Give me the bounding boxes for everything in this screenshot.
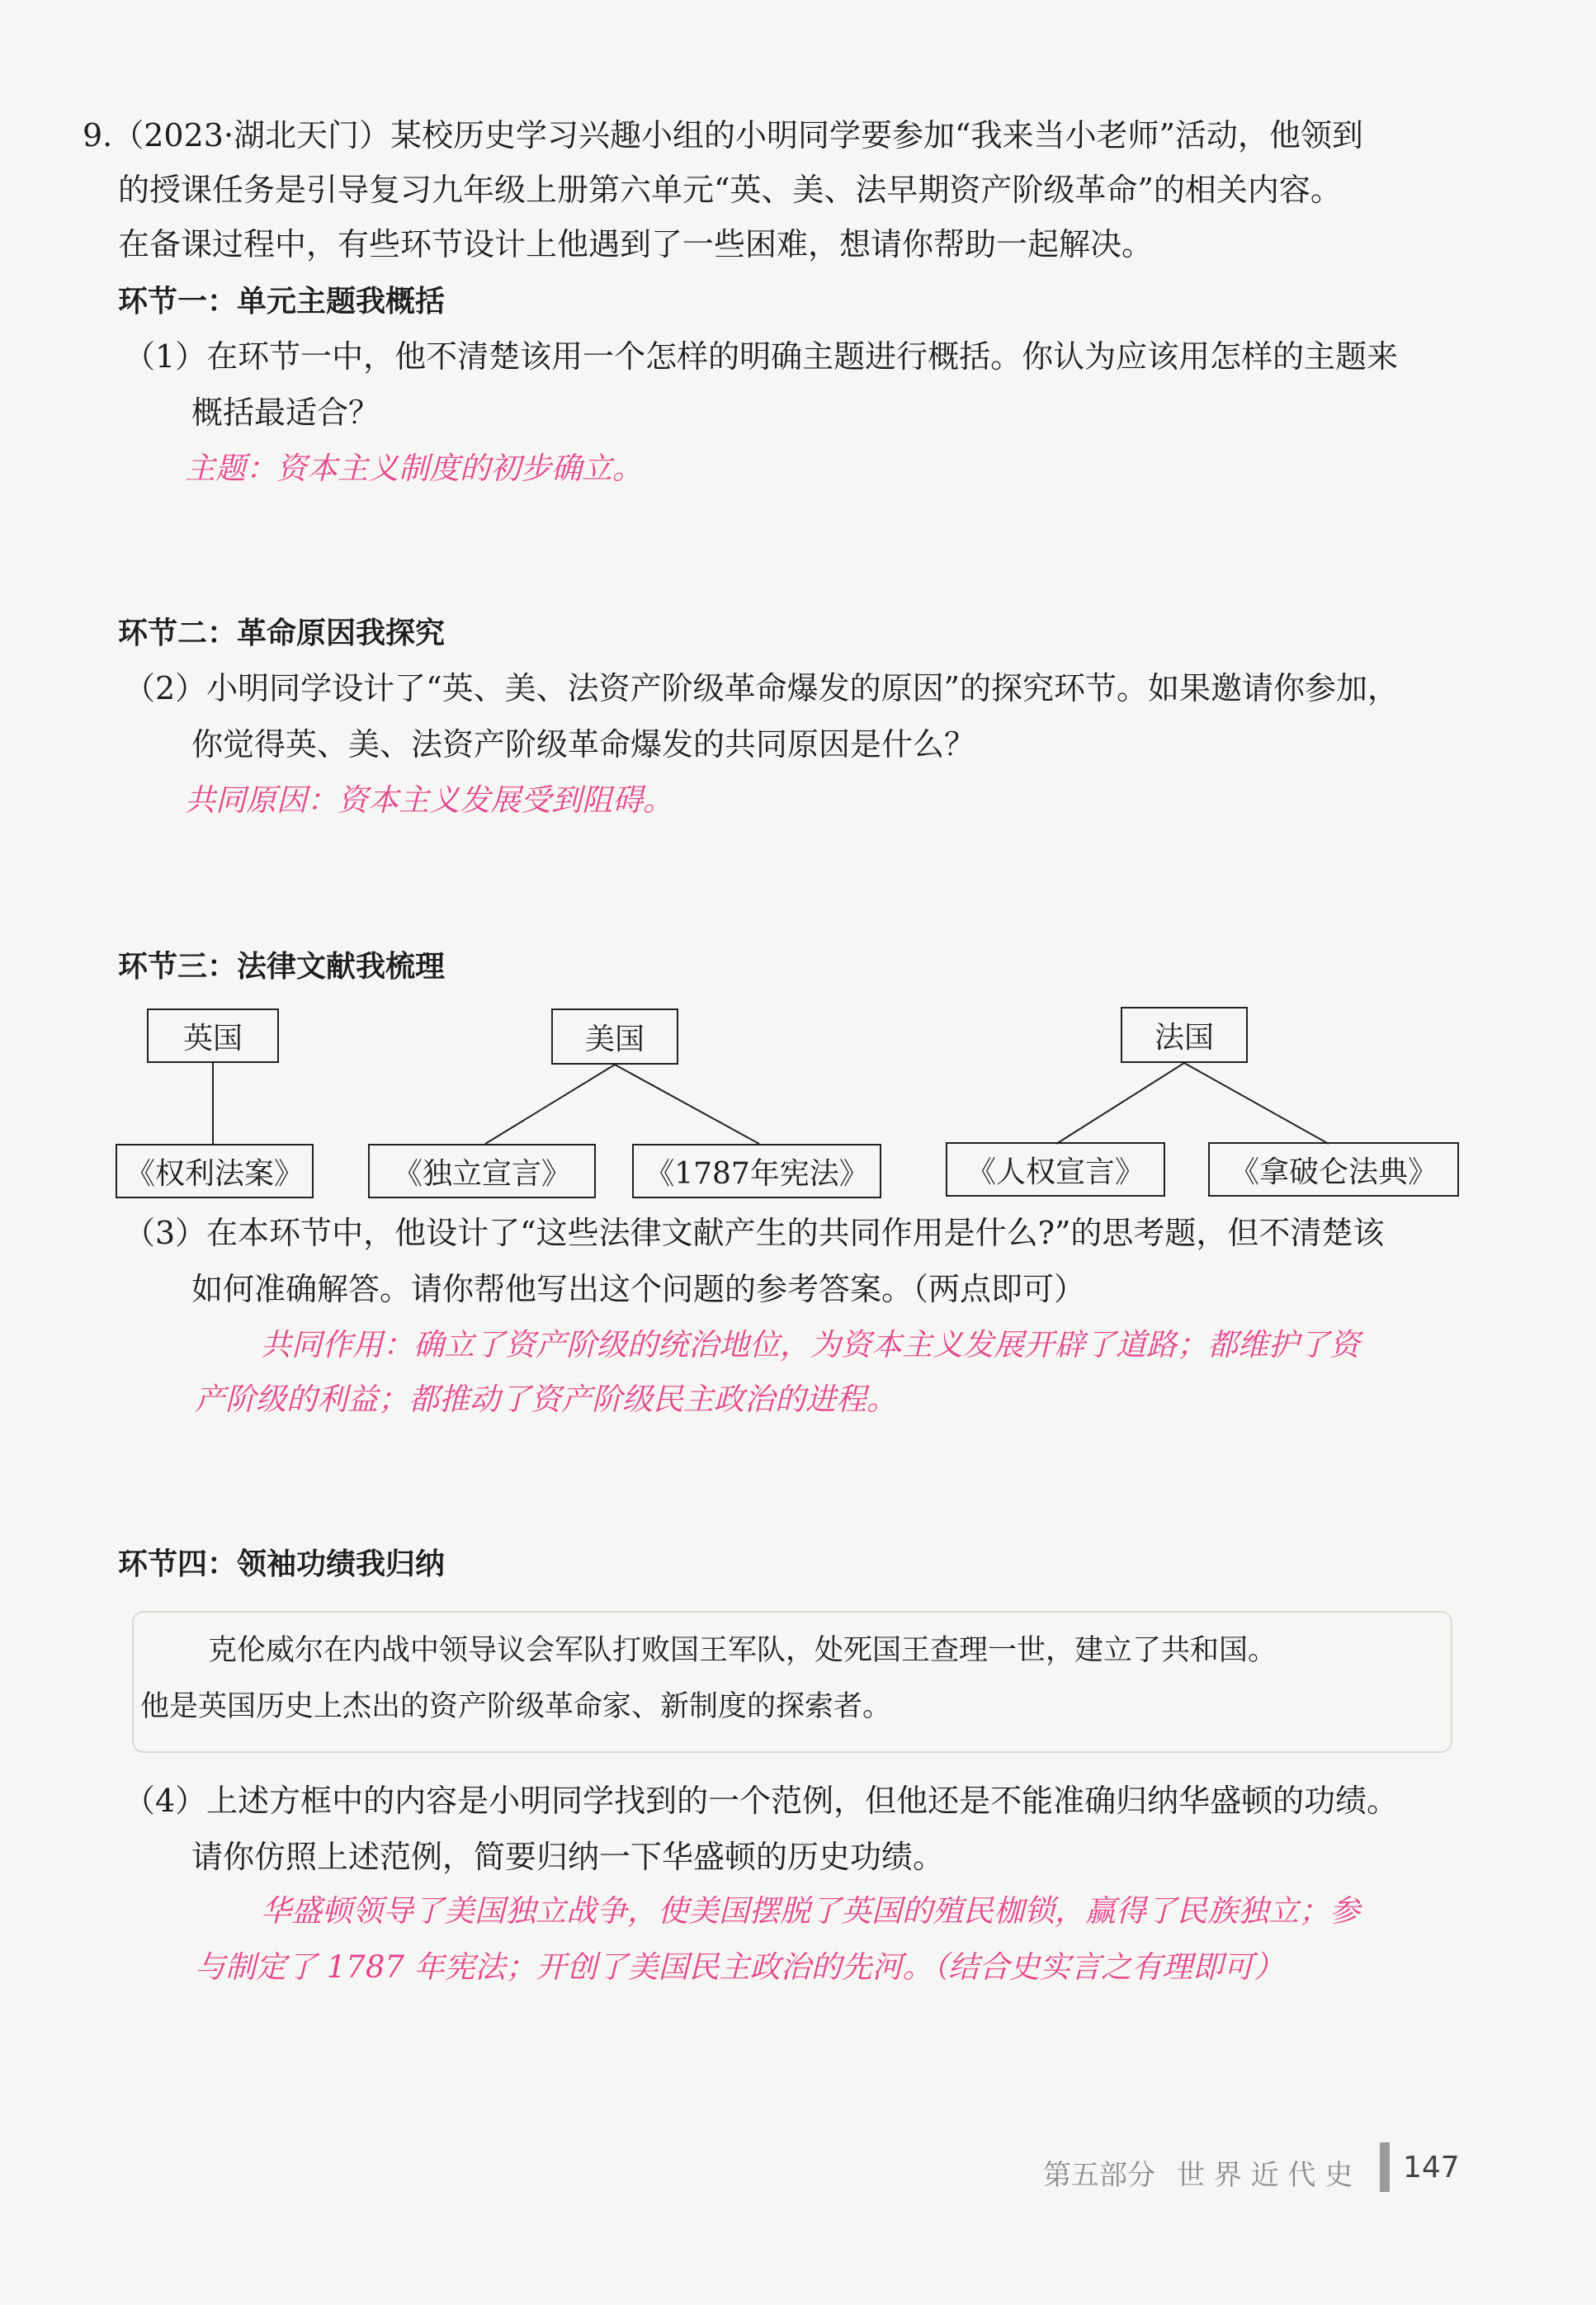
connector-france-left [1056, 1063, 1184, 1144]
country-box-england: 英国 [147, 1008, 279, 1063]
doc-box-bill-of-rights: 《权利法案》 [116, 1144, 314, 1198]
doc-box-constitution-1787: 《1787年宪法》 [632, 1144, 881, 1198]
section1-question-line-1: （1）在环节一中，他不清楚该用一个怎样的明确主题进行概括。你认为应该用怎样的主题来 [124, 338, 1399, 375]
country-box-usa: 美国 [551, 1008, 678, 1065]
connector-usa-right [615, 1065, 759, 1144]
section4-answer-line-1: 华盛顿领导了美国独立战争，使美国摆脱了英国的殖民枷锁，赢得了民族独立；参 [261, 1893, 1360, 1929]
section4-heading: 环节四：领袖功绩我归纳 [118, 1547, 446, 1581]
section2-question-line-1: （2）小明同学设计了“英、美、法资产阶级革命爆发的原因”的探究环节。如果邀请你参加， [124, 670, 1400, 706]
question-line-3: 在备课过程中，有些环节设计上他遇到了一些困难，想请你帮助一起解决。 [118, 226, 1154, 262]
example-line-1: 克伦威尔在内战中领导议会军队打败国王军队，处死国王查理一世，建立了共和国。 [208, 1634, 1277, 1667]
footer-section-label: 第五部分 [1043, 2159, 1155, 2192]
doc-box-declaration-rights-of-man: 《人权宣言》 [946, 1142, 1165, 1197]
connector-france-right [1184, 1063, 1329, 1144]
section2-answer: 共同原因：资本主义发展受到阻碍。 [185, 782, 673, 818]
section1-heading: 环节一：单元主题我概括 [118, 285, 446, 319]
example-line-2: 他是英国历史上杰出的资产阶级革命家、新制度的探索者。 [140, 1690, 892, 1723]
page-number: 147 [1403, 2151, 1460, 2185]
section3-question-line-2: 如何准确解答。请你帮他写出这个问题的参考答案。（两点即可） [191, 1271, 1086, 1307]
section4-answer-line-2: 与制定了 1787 年宪法；开创了美国民主政治的先河。（结合史实言之有理即可） [195, 1949, 1285, 1985]
doc-box-declaration-independence: 《独立宣言》 [368, 1144, 596, 1198]
country-box-france: 法国 [1121, 1007, 1248, 1063]
section3-answer-line-2: 产阶级的利益；都推动了资产阶级民主政治的进程。 [195, 1382, 897, 1417]
section3-heading: 环节三：法律文献我梳理 [118, 950, 446, 984]
section4-question-line-1: （4）上述方框中的内容是小明同学找到的一个范例，但他还是不能准确归纳华盛顿的功绩。 [124, 1783, 1399, 1819]
section1-question-line-2: 概括最适合？ [191, 394, 380, 431]
question-line-2: 的授课任务是引导复习九年级上册第六单元“英、美、法早期资产阶级革命”的相关内容。 [118, 172, 1342, 208]
section1-answer: 主题：资本主义制度的初步确立。 [185, 451, 643, 486]
footer-divider-bar [1380, 2142, 1390, 2192]
section2-heading: 环节二：革命原因我探究 [118, 616, 446, 650]
connector-usa-left [485, 1065, 615, 1144]
section3-question-line-1: （3）在本环节中，他设计了“这些法律文献产生的共同作用是什么?”的思考题，但不清楚该 [124, 1215, 1385, 1251]
doc-box-napoleonic-code: 《拿破仑法典》 [1208, 1142, 1459, 1197]
section2-question-line-2: 你觉得英、美、法资产阶级革命爆发的共同原因是什么？ [191, 726, 976, 763]
footer-title: 世 界 近 代 史 [1177, 2159, 1353, 2192]
section3-answer-line-1: 共同作用：确立了资产阶级的统治地位，为资本主义发展开辟了道路；都维护了资 [261, 1327, 1360, 1363]
section4-question-line-2: 请你仿照上述范例，简要归纳一下华盛顿的历史功绩。 [191, 1839, 945, 1875]
question-line-1: 9.（2023·湖北天门）某校历史学习兴趣小组的小明同学要参加“我来当小老师”活动，他领到 [83, 117, 1363, 154]
